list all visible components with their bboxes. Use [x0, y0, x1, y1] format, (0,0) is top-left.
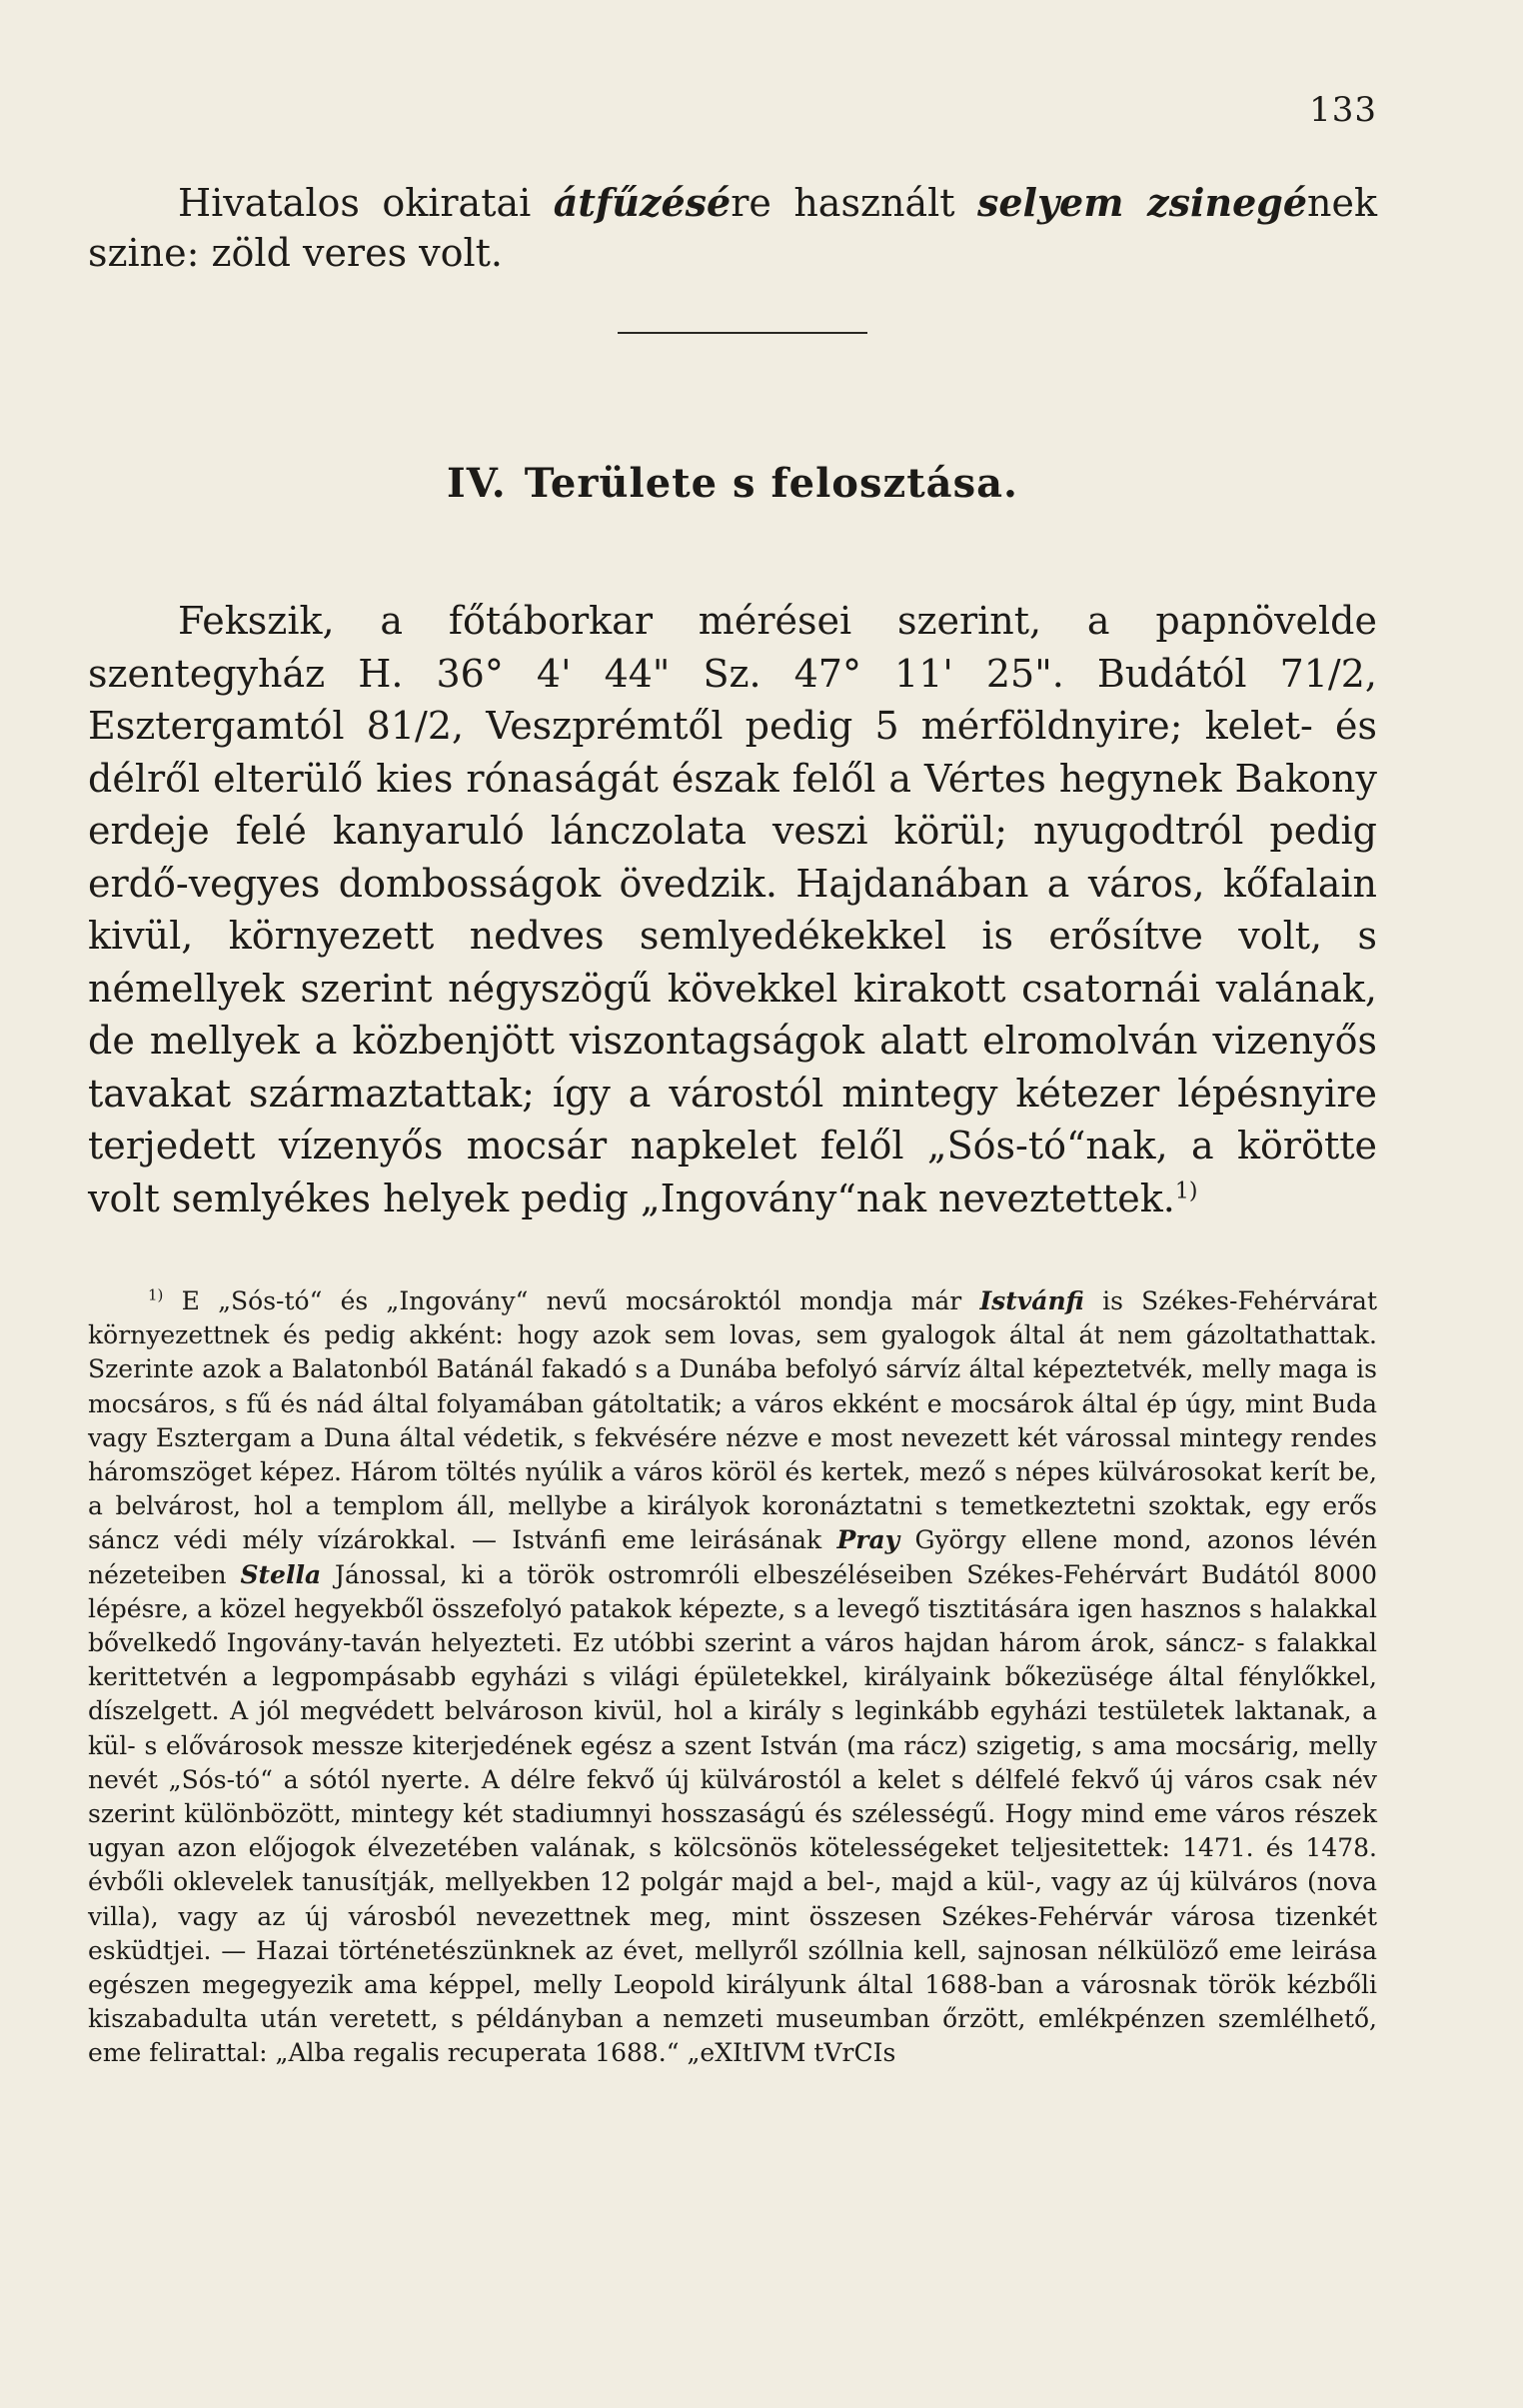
body-text-3: , Veszprémtől pedig 5 mérföldnyire; kelet- és délről elterülő kies rónaságát észak felől a Vértes hegynek Bakony erdeje felé kanyaruló lánczolata veszi körül; nyugodtról pedig erdő-vegyes dombosságok övedzik. Hajdanában a város, kőfalain kivül, környezett nedves semlyedékekkel is erősítve volt, s némellyek szerint négyszögű kövekkel kirakott csatornái valának, de mellyek a közbenjött viszontagságok alatt elromolván vizenyős tavakat származtattak; így a várostól mintegy kétezer lépésnyire terjedett vízenyős mocsár napkelet felől „Sós-tó“nak, a körötte volt semlyékes helyek pedig „Ingovány“nak neveztettek.: [88, 704, 1377, 1220]
intro-italic-2: selyem zsinegé: [976, 180, 1307, 225]
footnote-italic-1: Istvánfi: [979, 1286, 1084, 1315]
intro-italic-1: átfűzésé: [553, 180, 732, 225]
section-heading: [88, 460, 1377, 507]
footnote-text-4: Jánossal, ki a török ostromróli elbeszéléseiben Székes-Fehérvárt Budától 8000 lépésre, a közel hegyekből összefolyó patakok képezte, s a levegő tisztitására igen hasznos s halakkal bővelkedő Ingovány-taván helyezteti. Ez utóbbi szerint a város hajdan három árok, sáncz- s falakkal kerittetvén a legpompásabb egyházi s világi épületekkel, királyaink bőkezüsége által fénylőkkel, díszelgett. A jól megvédett belvároson kivül, hol a király s leginkább egyházi testületek laktanak, a kül- s elővárosok messze kiterjedének egész a szent István (ma rácz) szigetig, s ama mocsárig, melly nevét „Sós-tó“ a sótól nyerte. A délre fekvő új külvárostól a kelet s délfelé fekvő új város csak név szerint különbözött, mintegy két stadiumnyi hosszaságú és szélességű. Hogy mind eme város részek ugyan azon előjogok élvezetében valának, s kölcsönös kötelességeket teljesitettek: 1471. és 1478. évbőli oklevelek tanusítják, mellyekben 12 polgár majd a bel-, majd a kül-, vagy az új külváros (nova villa), vagy az új városból nevezettnek meg, mint összesen Székes-Fehérvár városa tizenkét esküdtjei. — Hazai történetészünknek az évet, mellyről szóllnia kell, sajnosan nélkülöző eme leirása egészen megegyezik ama képpel, melly Leopold királyunk által 1688-ban a városnak török kézbőli kiszabadulta után veretett, s példányban a nemzeti museumban őrzött, emlékpénzen szemlélhető, eme felirattal: „Alba regalis recuperata 1688.“ „eXItIVM tVrCIs: [88, 1559, 1377, 2068]
section-title: Területe s felosztása.: [524, 460, 1018, 507]
intro-text-3: nek szine: zöld veres volt.: [88, 181, 1377, 275]
footnote-text-3: György ellene mond, azonos lévén nézeteiben: [88, 1525, 1377, 1589]
page-number: 133: [1309, 90, 1377, 130]
fraction-half-1: 1/2: [1303, 651, 1365, 696]
footnote-italic-2: Pray: [836, 1525, 900, 1555]
body-paragraph: [88, 595, 1377, 1224]
intro-paragraph: [88, 178, 1377, 278]
intro-text-2: re használt: [731, 181, 977, 225]
body-text-1: Fekszik, a főtáborkar mérései szerint, a papnövelde szentegyház H. 36° 4' 44" Sz. 47° 11' 25". Budától 7: [88, 599, 1377, 696]
body-text-2: , Esztergamtól 8: [88, 651, 1377, 748]
section-number: IV.: [447, 460, 507, 507]
intro-text-1: Hivatalos okiratai: [178, 181, 554, 225]
section-divider: [618, 332, 867, 334]
fraction-half-2: 1/2: [390, 704, 452, 748]
footnote-text-2: is Székes-Fehérvárat környezettnek és pedig akként: hogy azok sem lovas, sem gyalogok által át nem gázoltathattak. Szerinte azok a Balatonból Batánál fakadó s a Dunába befolyó sárvíz által képeztetvék, melly maga is mocsáros, s fű és nád által folyamában gátoltatik; a város ekként e mocsárok által ép úgy, mint Buda vagy Esztergam a Duna által védetik, s fekvésére nézve e most nevezett két várossal mintegy rendes háromszöget képez. Három töltés nyúlik a város köröl és kertek, mező s népes külvárosokat kerít be, a belvárost, hol a templom áll, mellybe a királyok koronáztatni s temetkeztetni szoktak, egy erős sáncz védi mély vízárokkal. — Istvánfi eme leirásának: [88, 1286, 1377, 1555]
footnote-text-1: E „Sós-tó“ és „Ingovány“ nevű mocsároktól mondja már: [163, 1286, 980, 1315]
footnote-reference: 1): [1174, 1178, 1198, 1204]
footnote-marker: 1): [148, 1285, 164, 1304]
footnote-italic-3: Stella: [240, 1559, 322, 1589]
footnote: [88, 1284, 1377, 2071]
